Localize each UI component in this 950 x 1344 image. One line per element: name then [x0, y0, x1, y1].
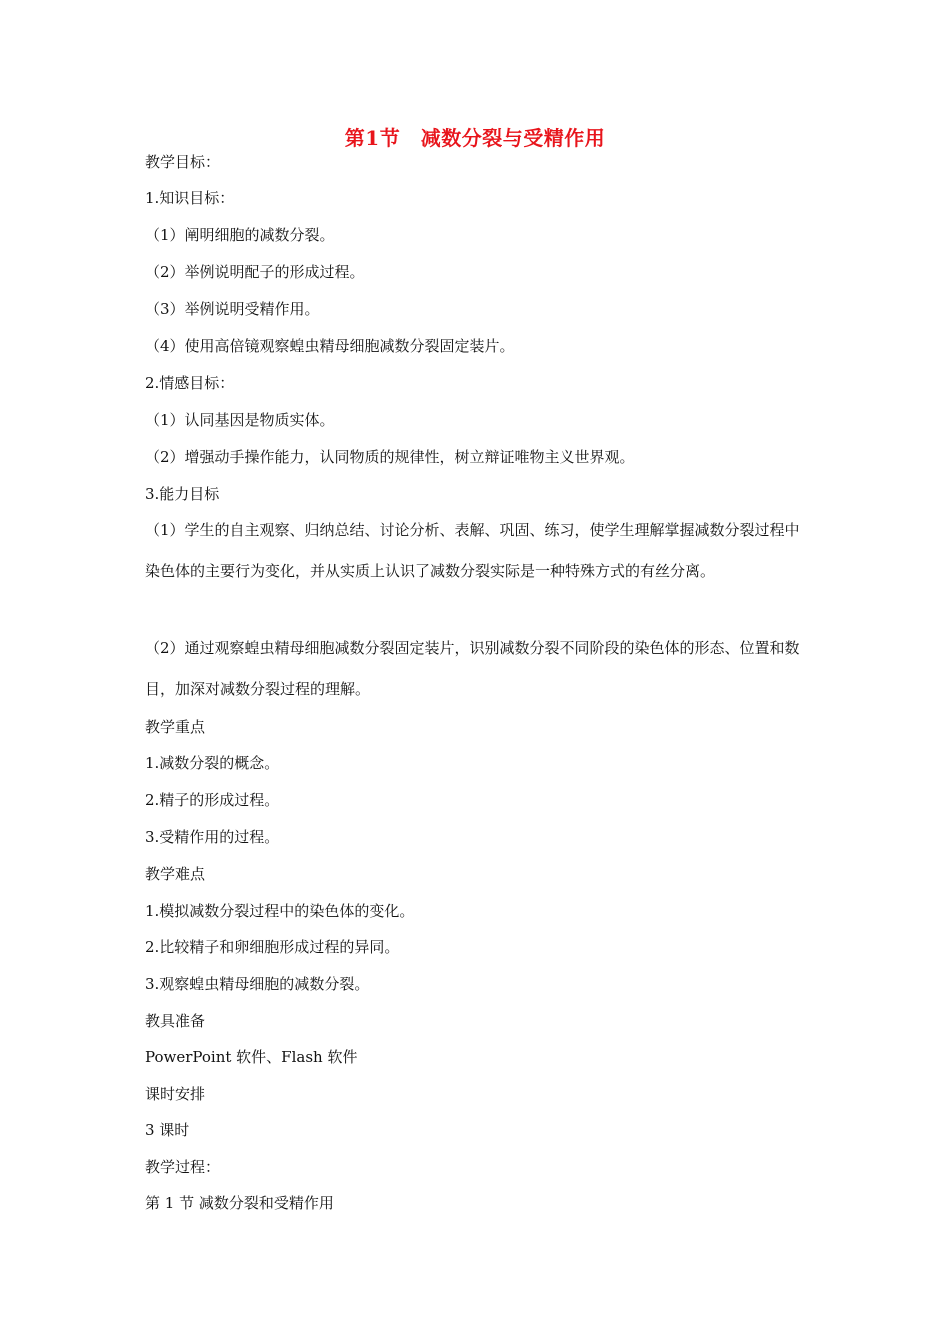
text-line: （2）举例说明配子的形成过程。 [145, 263, 365, 281]
text-line: 3 课时 [145, 1121, 190, 1139]
text-line: 第 1 节 减数分裂和受精作用 [145, 1194, 334, 1212]
text-line: 3.能力目标 [145, 485, 220, 503]
text-line: 3.观察蝗虫精母细胞的减数分裂。 [145, 975, 370, 993]
text-paragraph: （1）学生的自主观察、归纳总结、讨论分析、表解、巩固、练习，使学生理解掌握减数分裂过程中染色体的主要行为变化，并从实质上认识了减数分裂实际是一种特殊方式的有丝分离。 [145, 521, 800, 580]
text-line: 教学目标： [145, 153, 221, 171]
text-line: 1.模拟减数分裂过程中的染色体的变化。 [145, 902, 415, 920]
text-line: 课时安排 [145, 1085, 206, 1103]
text-line: 1.减数分裂的概念。 [145, 754, 280, 772]
text-line: 教学重点 [145, 718, 206, 736]
page-title: 第1节 减数分裂与受精作用 [344, 126, 606, 150]
text-line: 教学难点 [145, 865, 206, 883]
text-line: 教学过程： [145, 1158, 221, 1176]
text-line: PowerPoint 软件、Flash 软件 [145, 1048, 358, 1066]
text-line: 教具准备 [145, 1012, 206, 1030]
text-paragraph: （2）通过观察蝗虫精母细胞减数分裂固定装片，识别减数分裂不同阶段的染色体的形态、位置和数目，加深对减数分裂过程的理解。 [145, 639, 800, 698]
text-line: 1.知识目标： [145, 189, 235, 207]
text-line: （1）认同基因是物质实体。 [145, 411, 335, 429]
text-line: （1）阐明细胞的减数分裂。 [145, 226, 335, 244]
text-line: 2.情感目标： [145, 374, 235, 392]
text-line: （2）增强动手操作能力，认同物质的规律性，树立辩证唯物主义世界观。 [145, 448, 635, 466]
text-line: （4）使用高倍镜观察蝗虫精母细胞减数分裂固定装片。 [145, 337, 515, 355]
text-line: （3）举例说明受精作用。 [145, 300, 320, 318]
text-line: 2.比较精子和卵细胞形成过程的异同。 [145, 938, 400, 956]
text-line: 2.精子的形成过程。 [145, 791, 280, 809]
text-line: 3.受精作用的过程。 [145, 828, 280, 846]
